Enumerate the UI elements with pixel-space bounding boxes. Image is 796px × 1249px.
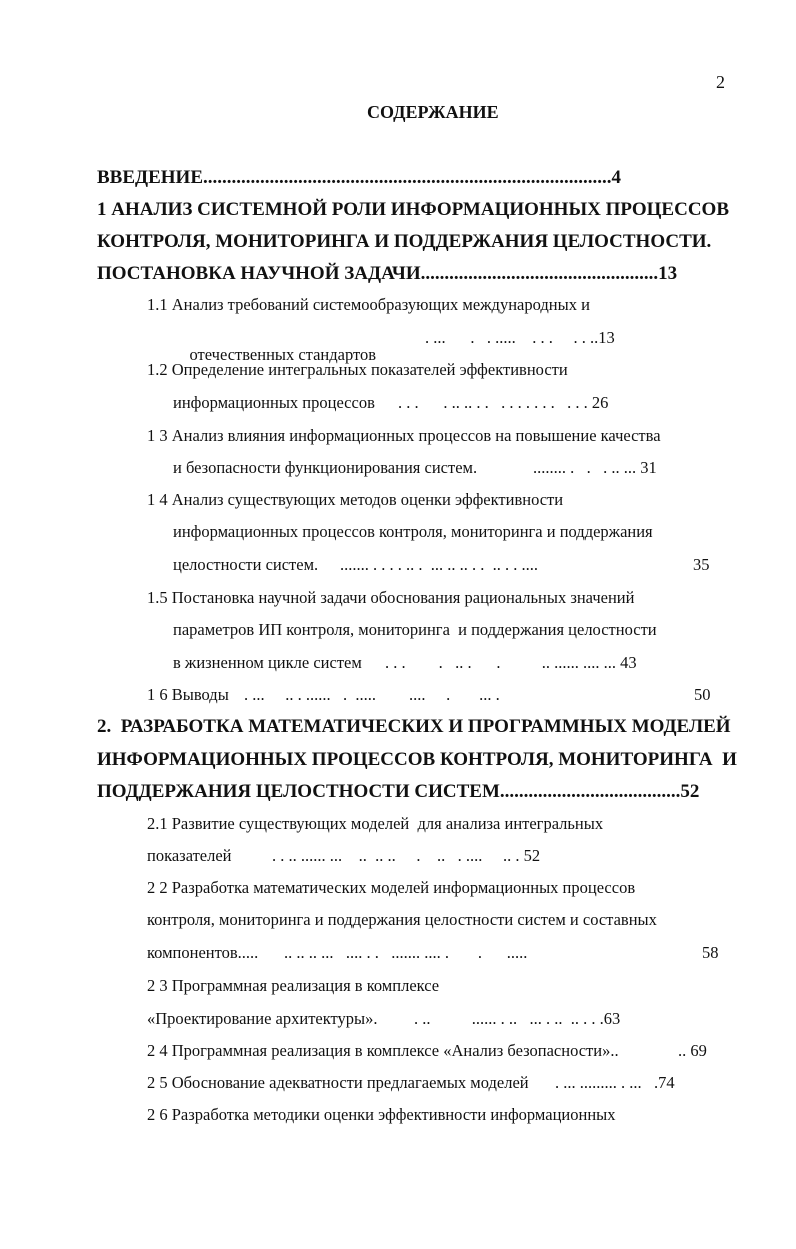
toc-line-1-6[interactable]: 1 6 Выводы xyxy=(147,685,229,704)
toc-line-2-6[interactable]: 2 6 Разработка методики оценки эффективности информационных xyxy=(147,1105,616,1124)
toc-line-1-5-a[interactable]: 1.5 Постановка научной задачи обоснования рациональных значений xyxy=(147,588,635,607)
toc-leader-1-5: . . . . .. . . .. ...... .... ... 43 xyxy=(385,653,637,672)
page-title: СОДЕРЖАНИЕ xyxy=(367,102,499,122)
toc-leader-2-5: . ... ......... . ... .74 xyxy=(555,1073,675,1092)
toc-line-1-4-c[interactable]: целостности систем. xyxy=(173,555,319,574)
toc-line-2-3-b[interactable]: «Проектирование архитектуры». xyxy=(147,1009,378,1028)
toc-line-chapter1-title-2[interactable]: КОНТРОЛЯ, МОНИТОРИНГА И ПОДДЕРЖАНИЯ ЦЕЛОСТНОСТИ. xyxy=(97,231,712,252)
toc-line-1-4-b[interactable]: информационных процессов контроля, мониторинга и поддержания xyxy=(173,522,653,541)
toc-leader-2-2: .. .. .. ... .... . . ....... .... . . ..... xyxy=(284,943,528,962)
toc-line-chapter2-title-1[interactable]: 2. РАЗРАБОТКА МАТЕМАТИЧЕСКИХ И ПРОГРАММНЫХ МОДЕЛЕЙ xyxy=(97,716,731,737)
page-number: 2 xyxy=(716,72,725,92)
toc-line-1-2-a[interactable]: 1.2 Определение интегральных показателей эффективности xyxy=(147,360,568,379)
toc-page-1-6: 50 xyxy=(694,685,711,704)
toc-leader-2-1: . . .. ...... ... .. .. .. . .. . .... .. . 52 xyxy=(272,846,541,865)
toc-line-introduction[interactable]: ВВЕДЕНИЕ......................................................................................4 xyxy=(97,167,621,188)
toc-line-1-3-b[interactable]: и безопасности функционирования систем. xyxy=(173,458,478,477)
toc-line-2-1-b[interactable]: показателей xyxy=(147,846,232,865)
toc-line-1-3-a[interactable]: 1 3 Анализ влияния информационных процессов на повышение качества xyxy=(147,426,661,445)
toc-line-1-5-b[interactable]: параметров ИП контроля, мониторинга и поддержания целостности xyxy=(173,620,657,639)
toc-line-1-5-c[interactable]: в жизненном цикле систем xyxy=(173,653,362,672)
toc-line-2-2-c[interactable]: компонентов..... xyxy=(147,943,259,962)
toc-leader-1-3: ........ . . . .. ... 31 xyxy=(533,458,657,477)
toc-line-chapter1-title-3[interactable]: ПОСТАНОВКА НАУЧНОЙ ЗАДАЧИ..................................................13 xyxy=(97,263,678,284)
toc-line-2-5[interactable]: 2 5 Обоснование адекватности предлагаемых моделей xyxy=(147,1073,529,1092)
toc-line-chapter2-title-3[interactable]: ПОДДЕРЖАНИЯ ЦЕЛОСТНОСТИ СИСТЕМ......................................52 xyxy=(97,781,700,802)
toc-line-1-2-b[interactable]: информационных процессов xyxy=(173,393,375,412)
toc-page-2-2: 58 xyxy=(702,943,719,962)
toc-leader-2-3: . .. ...... . .. ... . .. .. . . .63 xyxy=(414,1009,621,1028)
toc-leader-2-4: .. 69 xyxy=(678,1041,707,1060)
toc-line-chapter2-title-2[interactable]: ИНФОРМАЦИОННЫХ ПРОЦЕССОВ КОНТРОЛЯ, МОНИТОРИНГА И xyxy=(97,749,737,770)
toc-line-2-2-b[interactable]: контроля, мониторинга и поддержания целостности систем и составных xyxy=(147,910,657,929)
toc-line-2-4[interactable]: 2 4 Программная реализация в комплексе «Анализ безопасности».. xyxy=(147,1041,619,1060)
toc-line-2-1-a[interactable]: 2.1 Развитие существующих моделей для анализа интегральных xyxy=(147,814,604,833)
toc-text: отечественных стандартов xyxy=(189,344,377,364)
toc-page-1-4: 35 xyxy=(693,555,710,574)
toc-leader-1-4: ....... . . . . .. . ... .. .. . . .. . . .... xyxy=(340,555,538,574)
toc-line-2-3-a[interactable]: 2 3 Программная реализация в комплексе xyxy=(147,976,440,995)
toc-line-2-2-a[interactable]: 2 2 Разработка математических моделей информационных процессов xyxy=(147,878,636,897)
toc-line-chapter1-title-1[interactable]: 1 АНАЛИЗ СИСТЕМНОЙ РОЛИ ИНФОРМАЦИОННЫХ ПРОЦЕССОВ xyxy=(97,199,729,220)
toc-line-1-1-a[interactable]: 1.1 Анализ требований системообразующих международных и xyxy=(147,295,590,314)
toc-leader-1-2: . . . . .. .. . . . . . . . . . . . . 26 xyxy=(398,393,609,412)
toc-line-1-4-a[interactable]: 1 4 Анализ существующих методов оценки эффективности xyxy=(147,490,564,509)
toc-leader-1-6: . ... .. . ...... . ..... .... . ... . xyxy=(244,685,500,704)
toc-leader-1-1: . ... . . ..... . . . . . ..13 xyxy=(425,328,615,347)
